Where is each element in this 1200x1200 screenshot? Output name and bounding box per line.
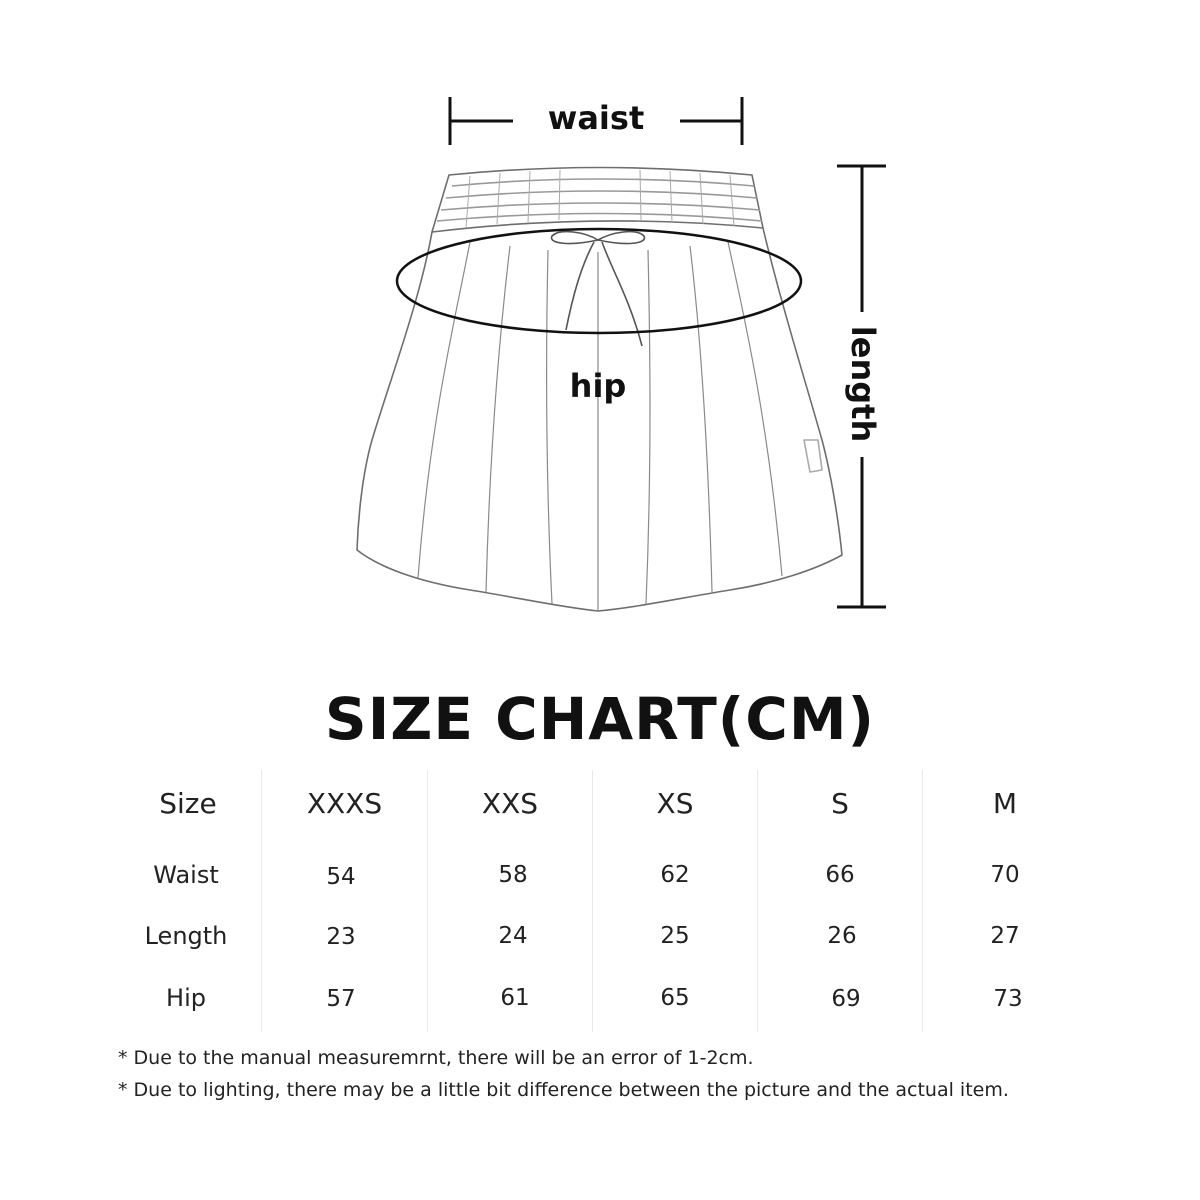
hip-value: 73: [993, 986, 1023, 1012]
size-table: [100, 770, 1100, 1032]
hip-value: 61: [500, 985, 530, 1011]
waist-value: 62: [660, 862, 690, 888]
waist-value: 54: [326, 864, 356, 890]
size-s-header: S: [831, 787, 849, 820]
hip-value: 57: [326, 986, 356, 1012]
hip-row-label: Hip: [166, 984, 206, 1012]
length-value: 27: [990, 923, 1020, 949]
size-header: Size: [159, 787, 217, 820]
length-value: 25: [660, 923, 690, 949]
hip-value: 65: [660, 985, 690, 1011]
page-title: SIZE CHART(CM): [324, 685, 876, 753]
waist-row-label: Waist: [153, 861, 219, 889]
size-m-header: M: [992, 787, 1018, 820]
length-label: length: [844, 325, 882, 443]
size-xxxs-header: XXXS: [306, 787, 383, 820]
waist-label: waist: [547, 99, 645, 137]
length-value: 24: [498, 923, 528, 949]
hip-label: hip: [569, 367, 627, 405]
length-row-label: Length: [144, 922, 228, 950]
waist-value: 66: [825, 862, 855, 888]
size-xxs-header: XXS: [481, 787, 539, 820]
waist-value: 70: [990, 862, 1020, 888]
notes: [118, 1042, 1118, 1106]
length-value: 26: [827, 923, 857, 949]
measurement-note: * Due to the manual measuremrnt, there will be an error of 1-2cm.: [118, 1047, 754, 1069]
hip-measure-ellipse: [397, 229, 801, 333]
length-value: 23: [326, 924, 356, 950]
waist-value: 58: [498, 862, 528, 888]
lighting-note: * Due to lighting, there may be a little bit difference between the picture and the actual item.: [118, 1079, 1009, 1101]
size-xs-header: XS: [656, 787, 694, 820]
hip-value: 69: [831, 986, 861, 1012]
